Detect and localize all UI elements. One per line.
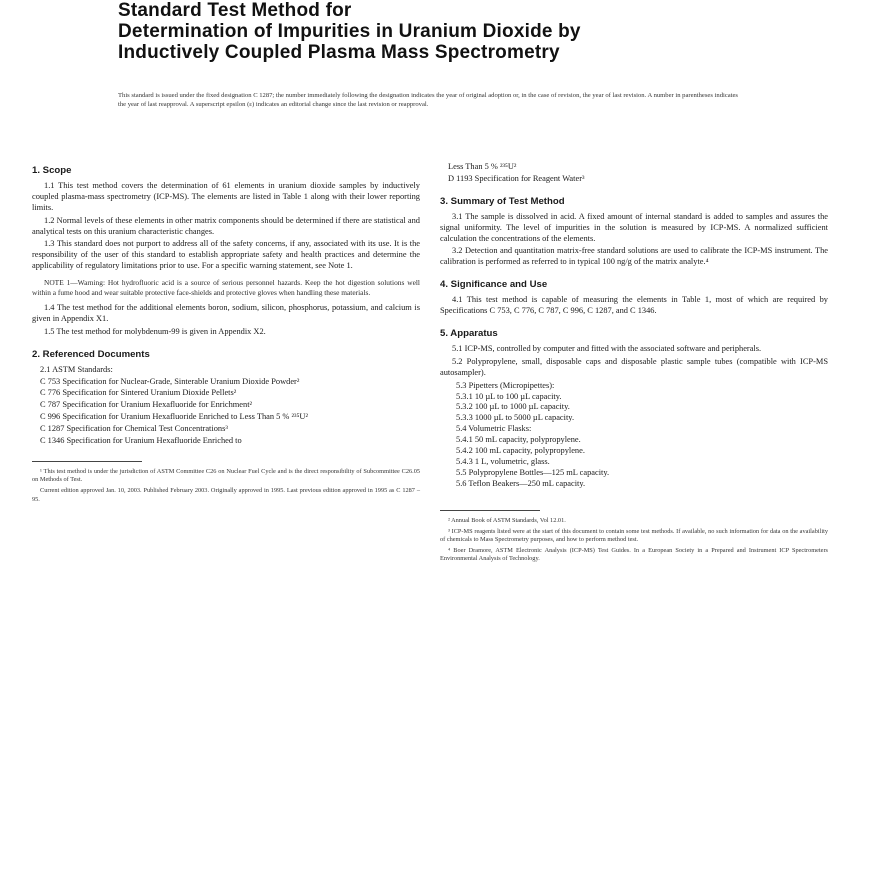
section-heading-referenced-documents: 2. Referenced Documents [32,348,150,360]
reference-item: C 753 Specification for Nuclear-Grade, Sinterable Uranium Dioxide Powder² [40,376,300,386]
section-heading-summary: 3. Summary of Test Method [440,195,565,207]
paragraph: 1.1 This test method covers the determination of 61 elements in uranium dioxide samples by inductively coupled plasma-mass spectrometry (ICP-MS). The elements are listed in Table 1 along with their lower reporting limits. [32,180,420,212]
paragraph: 1.2 Normal levels of these elements in other matrix components should be determined if there are statistical and analytical tests on this uranium characteristic changes. [32,215,420,236]
title-line: Inductively Coupled Plasma Mass Spectrometry [118,42,560,63]
reference-item: C 996 Specification for Uranium Hexafluoride Enriched to Less Than 5 % ²³⁵U² [40,412,308,422]
reference-item: C 776 Specification for Sintered Uranium Dioxide Pellets² [40,388,237,398]
paragraph: 3.1 The sample is dissolved in acid. A fixed amount of internal standard is added to samples and assures the signal uniformity. The level of impurities in the solution is measured by ICP-MS. A normalized sufficient calculation the concentrations of the elements. [440,211,828,243]
list-item: 5.3.1 10 µL to 100 µL capacity. [456,391,562,401]
footnote: ³ ICP-MS reagents listed were at the start of this document to contain some test methods. If available, no such information for data on the availability of chemicals to Mass Spectrometry purposes, and how to perform method test. [440,527,828,544]
footnote: ² Annual Book of ASTM Standards, Vol 12.01. [448,516,566,524]
list-item: 5.3 Pipetters (Micropipettes): [456,380,555,390]
footnote: ⁴ Boer Dramore, ASTM Electronic Analysis (ICP-MS) Test Guides. In a European Society in a Prepared and Instrument ICP Spectrometers Environmental Analysis of Technology. [440,547,828,563]
paragraph: 5.1 ICP-MS, controlled by computer and fitted with the associated software and peripherals. [452,343,762,353]
left-column [32,158,420,507]
reference-item: D 1193 Specification for Reagent Water³ [448,173,585,183]
list-item: 5.3.2 100 µL to 1000 µL capacity. [456,402,570,412]
list-item: 5.4.2 100 mL capacity, polypropylene. [456,446,585,456]
section-heading-scope: 1. Scope [32,165,72,176]
reference-item: C 1287 Specification for Chemical Test Concentrations³ [40,424,228,434]
paragraph: 1.5 The test method for molybdenum-99 is given in Appendix X2. [44,326,266,336]
section-heading-significance: 4. Significance and Use [440,279,548,291]
list-item: 5.6 Teflon Beakers—250 mL capacity. [456,478,586,488]
paragraph: 5.2 Polypropylene, small, disposable caps and disposable plastic sample tubes (compatible with ICP-MS autosampler). [440,356,828,377]
footnote-divider [440,510,540,511]
list-item: 5.4 Volumetric Flasks: [456,424,532,434]
list-item: 5.5 Polypropylene Bottles—125 mL capacity. [456,467,610,477]
reference-item: C 787 Specification for Uranium Hexafluoride for Enrichment² [40,400,253,410]
title-line: Standard Test Method for [118,0,352,21]
paragraph: 3.2 Detection and quantitation matrix-free standard solutions are used to calibrate the ICP-MS instrument. The calibration is performed as referred to in typical 100 ng/g of the matrix analyte.⁴ [440,246,828,267]
reference-item: 2.1 ASTM Standards: [40,364,113,374]
designation-note: This standard is issued under the fixed designation C 1287; the number immediately following the designation indicates the year of original adoption or, in the case of revision, the year of last revision. A number in parentheses indicates the year of last reapproval. A superscript epsilon (ε) indicates an editorial change since the last revision or reapproval. [118,92,738,108]
document-title [118,0,758,63]
paragraph: 1.4 The test method for the additional elements boron, sodium, silicon, phosphorus, potassium, and calcium is given in Appendix X1. [32,302,420,323]
footnote: Current edition approved Jan. 10, 2003. Published February 2003. Originally approved in 1995. Last previous edition approved in 1995 as C 1287 – 95. [32,487,420,503]
reference-item: C 1346 Specification for Uranium Hexafluoride Enriched to [40,436,242,446]
warning-note: NOTE 1—Warning: Hot hydrofluoric acid is a source of serious personnel hazards. Keep the hot digestion solutions well within a fume hood and wear suitable protective face-shields and protective gloves when handling these materials. [32,278,420,297]
list-item: 5.4.1 50 mL capacity, polypropylene. [456,435,581,445]
section-heading-apparatus: 5. Apparatus [440,327,498,339]
footnote-divider [32,461,142,462]
list-item: 5.4.3 1 L, volumetric, glass. [456,456,550,466]
list-item: 5.3.3 1000 µL to 5000 µL capacity. [456,413,575,423]
paragraph: 1.3 This standard does not purport to address all of the safety concerns, if any, associated with its use. It is the responsibility of the user of this standard to establish appropriate safety and health practices and determine the applicability of regulatory limitations prior to use. For a specific warning statement, see Note 1. [32,239,420,271]
right-column [440,158,828,567]
footnote: ¹ This test method is under the jurisdiction of ASTM Committee C26 on Nuclear Fuel Cycle and is the direct responsibility of Subcommittee C26.05 on Methods of Test. [32,467,420,484]
reference-item: Less Than 5 % ²³⁵U² [448,162,517,171]
title-line: Determination of Impurities in Uranium Dioxide by [118,21,581,42]
paragraph: 4.1 This test method is capable of measuring the elements in Table 1, most of which are required by Specifications C 753, C 776, C 787, C 996, C 1287, and C 1346. [440,295,828,316]
